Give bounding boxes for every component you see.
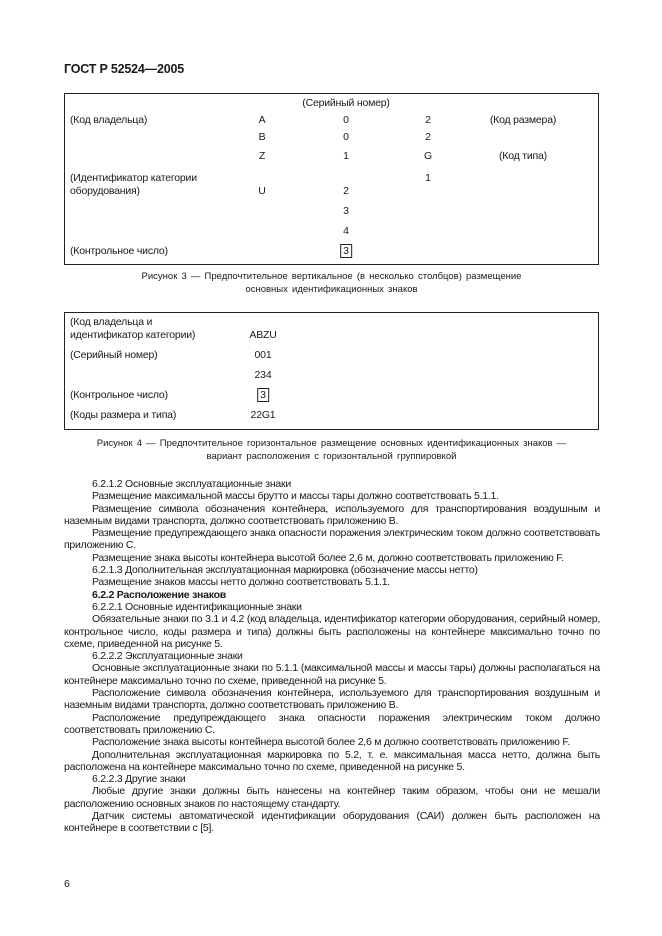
- paragraph: Основные эксплуатационные знаки по 5.1.1 (максимальной массы и массы тары) должны располагаться на контейнере максимально точно по схеме, приведенной на рисунке 5.: [64, 662, 600, 687]
- serial-number-value: 001: [254, 349, 272, 361]
- owner-letter: A: [258, 114, 266, 126]
- figure-3-box: [64, 93, 599, 265]
- type-code-char: G: [424, 150, 432, 162]
- paragraph: Любые другие знаки должны быть нанесены на контейнер таким образом, чтобы они не мешали расположению основных знаков по настоящему стандарту.: [64, 785, 600, 810]
- section-heading: 6.2.2.1 Основные идентификационные знаки: [92, 600, 302, 613]
- serial-digit: 1: [343, 150, 349, 162]
- section-heading: 6.2.1.3 Дополнительная эксплуатационная маркировка (обозначение массы нетто): [92, 564, 478, 577]
- paragraph: Размещение предупреждающего знака опасности поражения электрическим током должно соответствовать приложению С.: [64, 527, 600, 552]
- owner-letter: Z: [258, 150, 266, 162]
- size-code-digit: 2: [425, 114, 431, 126]
- serial-digit: 2: [343, 185, 349, 197]
- paragraph: Размещение знака высоты контейнера высотой более 2,6 м, должно соответствовать приложению F.: [92, 551, 564, 564]
- caption-line: вариант расположения с горизонтальной группировкой: [206, 451, 457, 462]
- figure-3-caption: [64, 270, 599, 296]
- paragraph: Размещение символа обозначения контейнера, используемого для транспортирования воздушным и наземным видами транспорта, должно соответствовать приложению В.: [64, 502, 600, 527]
- type-code-label: (Код типа): [499, 150, 547, 162]
- serial-digit: 0: [343, 114, 349, 126]
- check-digit-label: (Контрольное число): [70, 245, 168, 257]
- check-digit-box: 3: [257, 388, 269, 402]
- paragraph: Расположение предупреждающего знака опасности поражения электрическим током должно соответствовать приложению С.: [64, 711, 600, 736]
- serial-number-label: (Серийный номер): [302, 97, 390, 109]
- figure-4-caption: [64, 437, 599, 463]
- section-heading: 6.2.1.2 Основные эксплуатационные знаки: [92, 478, 291, 490]
- check-digit-label: (Контрольное число): [70, 389, 168, 401]
- caption-line: основных идентификационных знаков: [245, 284, 418, 295]
- section-heading: 6.2.2.3 Другие знаки: [92, 773, 186, 786]
- paragraph: Расположение символа обозначения контейнера, используемого для транспортирования воздушным и наземным видами транспорта, должно соответствовать приложению В.: [64, 687, 600, 712]
- category-letter: U: [258, 185, 266, 197]
- section-heading: 6.2.2.2 Эксплуатационные знаки: [92, 650, 243, 663]
- owner-category-value: ABZU: [249, 329, 277, 341]
- check-digit-box: 3: [340, 244, 352, 258]
- paragraph: Дополнительная эксплуатационная маркировка по 5.2, т. е. максимальная масса нетто, должна быть расположена на контейнере максимально точно по схеме, приведенной на рисунке 5.: [64, 748, 600, 773]
- size-type-value: 22G1: [250, 409, 276, 421]
- paragraph: Датчик системы автоматической идентификации оборудования (САИ) должен быть расположен на контейнере в соответствии с [5].: [64, 810, 600, 835]
- body-text: [64, 478, 600, 835]
- size-code-digit: 2: [425, 131, 431, 143]
- page-number: 6: [64, 878, 70, 890]
- owner-category-label-line2: идентификатор категории): [70, 329, 196, 341]
- paragraph: Размещение знаков массы нетто должно соответствовать 5.1.1.: [92, 576, 390, 589]
- category-label-line2: оборудования): [70, 185, 140, 197]
- paragraph: Размещение максимальной массы брутто и массы тары должно соответствовать 5.1.1.: [92, 490, 499, 503]
- caption-line: Рисунок 4 — Предпочтительное горизонтальное размещение основных идентификационных знаков —: [96, 438, 567, 449]
- serial-number-value: 234: [254, 369, 272, 381]
- size-code-label: (Код размера): [489, 114, 557, 126]
- serial-number-label: (Серийный номер): [70, 349, 158, 361]
- serial-digit: 3: [343, 205, 349, 217]
- serial-digit: 4: [343, 225, 349, 237]
- section-heading-bold: 6.2.2 Расположение знаков: [92, 588, 226, 601]
- caption-line: Рисунок 3 — Предпочтительное вертикальное (в несколько столбцов) размещение: [141, 271, 522, 282]
- owner-code-label: (Код владельца): [70, 114, 148, 126]
- type-code-char: 1: [425, 172, 431, 184]
- figure-4-box: [64, 312, 599, 430]
- category-label-line1: (Идентификатор категории: [70, 172, 197, 184]
- paragraph: Обязательные знаки по 3.1 и 4.2 (код владельца, идентификатор категории оборудования, серийный номер, контрольное число, коды размера и типа) должны быть расположены на контейнере максимально точно по схеме, приведенной на рисунке 5.: [64, 613, 600, 650]
- serial-digit: 0: [343, 131, 349, 143]
- document-header: ГОСТ Р 52524—2005: [64, 62, 184, 76]
- size-type-label: (Коды размера и типа): [70, 409, 177, 421]
- owner-category-label-line1: (Код владельца и: [70, 316, 153, 328]
- owner-letter: B: [258, 131, 266, 143]
- paragraph: Расположение знака высоты контейнера высотой более 2,6 м должно соответствовать приложению F.: [92, 736, 571, 749]
